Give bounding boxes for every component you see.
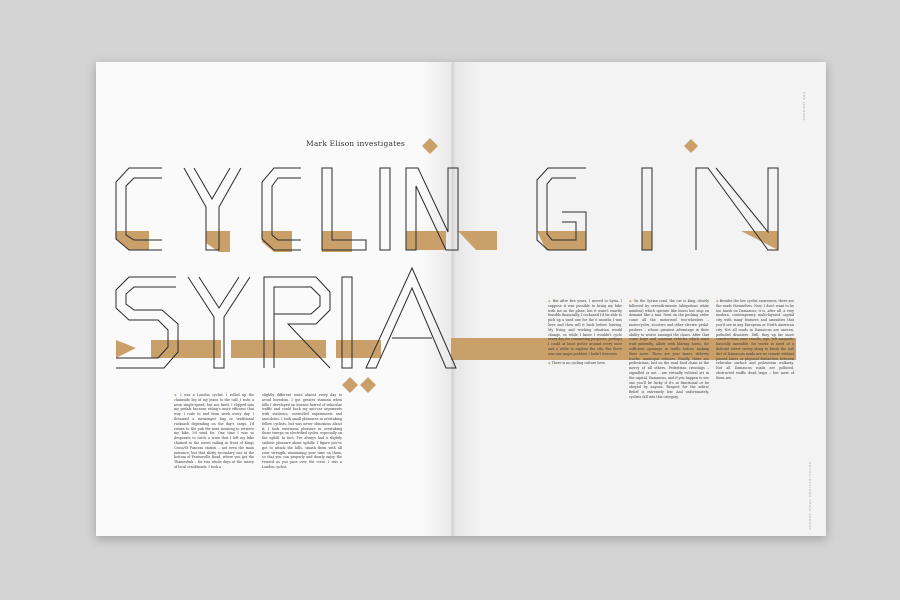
headline-gold-band-1	[116, 231, 778, 252]
body-column-1	[174, 393, 254, 470]
pull-quote: There is no cycling culture here.	[551, 361, 607, 366]
bullet-icon: ◆	[548, 361, 551, 366]
body-column-3	[548, 299, 622, 366]
diamond-icon	[684, 139, 698, 153]
diamond-icon	[422, 138, 438, 154]
folio-side: RECOLLECTIONS FROM ABROAD	[808, 462, 812, 531]
body-column-5	[716, 299, 794, 381]
diamond-icon	[360, 377, 376, 393]
body-text: I was a London cyclist. I rolled up the chainside leg of my jeans to the calf, I rode a neon single-speed, but not fixed. I clipped into my pedals because riding's more efficient that way. I rode to and from work every day. I dreamed a messenger bag or traditional rucksack depending on the day's cargo. I'd return to the pub the next morning to retrieve my bike. I'd wind for. One time I was so desperate to catch a train that I left my bike chained to the street railing in front of Kings Cross/St Pancras station – not even the main entrance, but that shitty secondary one at the bottom of Pentonville Road, where you get the Thameslink – for two whole days at the mercy of local crackheads. I took a	[174, 393, 254, 469]
body-text: Besides the low cyclist awareness, there are the roads themselves. Now, I don't want to be too harsh on Damascus: it is, after all, a very modern, contemporary multi-layered capital city with many features and amenities that you'd see in any European or North American city. Not all roads in Damascus are uneven, potholed disasters. Still, they up far more constructions zone results, age, left magnetic basically unusable, for works in need of a delicate street sweep along to brush the soft dirt of Damascus roads are no remote without passed lanes or physical distinction between vehicular surface and pedestrian walkway. Not all Damascus roads are polluted, obstructed traffic dead traps – but most of them are.	[716, 299, 794, 380]
bullet-icon: ◆	[716, 299, 719, 303]
byline: Mark Elison investigates	[306, 139, 406, 148]
bullet-icon: ◆	[548, 299, 552, 303]
body-text: On the Syrian road, the car is king, closely followed by seventh-minute (ubiquitous white minibus) which operate like buses but stop on demand like a taxi. Next on the pecking order come all the motorised two-wheelers – motorcycles, scooters and other electric pedal-pushers – whose greatest advantage in their ability to weave amongst the chaos. After that come large and constant vehicles which must wait patiently, albeit with blaring horns, for sufficient openings in traffic before making their move. These are your buses, delivery trucks, municipal vehicles. Finally, there are pedestrians, last on the road food chain at the mercy of all others. Pedestrian crossings – signalled or not – are virtually cultural art in the capital, Damascus, and if you happen to see one you'll be lucky if it's at functional or be obeyed by anyone. Respect for the zebra! Belief is extremely low. And unfortunately, cyclists fall into this category.	[629, 299, 709, 399]
magazine-spread	[96, 62, 826, 536]
bullet-icon: ◆	[174, 393, 178, 397]
body-column-2	[262, 393, 342, 470]
bullet-icon: ◆	[629, 299, 633, 303]
body-text: But after five years, I moved to Syria. I suppose it was possible to bring my bike with me on the plane, but it wasn't exactly feasible financially. I reckoned I'd be able to pick up a used one for the 6 months I was here and then sell it back before leaving. My living and working situation would change, so while I knew I wouldn't cycle every day for commuting purposes, perhaps I could at least potter around every once and a while to explore the city. But there was one major problem I hadn't foreseen.	[548, 299, 622, 356]
body-column-4	[629, 299, 709, 400]
folio-top: THE JOURNAL	[802, 92, 806, 122]
body-text: slightly different route almost every day to avoid boredom. I got greater stamina when hills I developed an intense hatred of vehicular traffic and could back my anti-car arguments with statistics, controlled experiments and anecdotes. I took small pleasures in overtaking fellow cyclists, but was never obnoxious about it. I took enormous pleasure in overtaking those twerps on electrified cycles, especially on the uphill. In fact, I've always had a slightly sadistic pleasure about uphills. I figure you've got to attack the hills, smash them with all your strength, minimising your time on them, so that you can properly and dearly enjoy the reward as you pass over the crest. I was a London cyclist.	[262, 393, 342, 469]
diamond-icon	[342, 377, 358, 393]
